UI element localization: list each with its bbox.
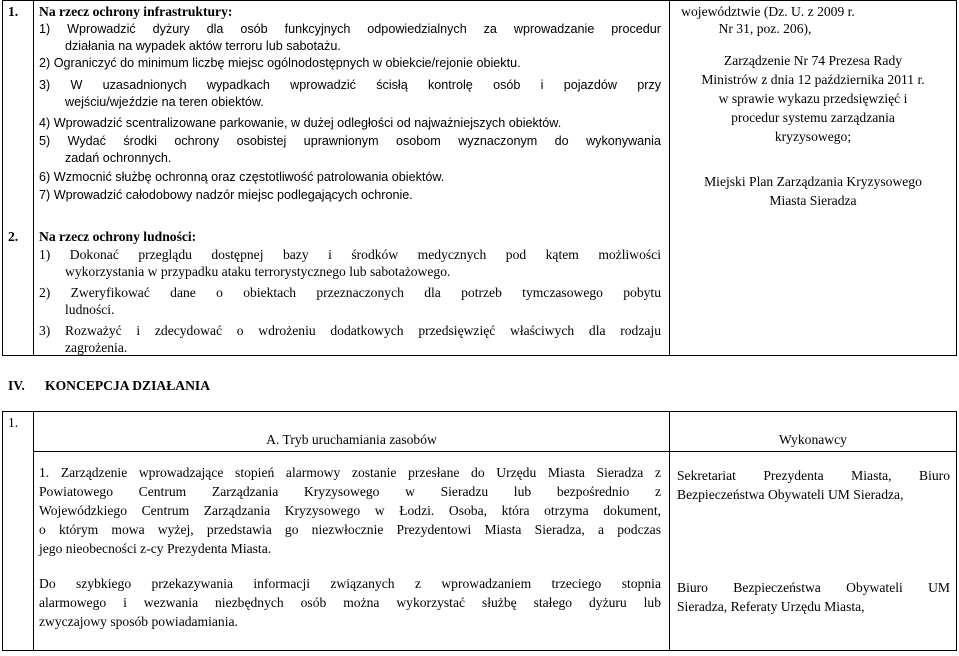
legal-ref-line: województwie (Dz. U. z 2009 r. — [681, 4, 855, 19]
executor-line: Biuro Bezpieczeństwa Obywateli UM — [677, 580, 950, 595]
order-title-line: Zarządzenie Nr 74 Prezesa Rady — [723, 53, 903, 68]
column-header-executors: Wykonawcy — [779, 432, 847, 447]
section-title: KONCEPCJA DZIAŁANIA — [45, 378, 211, 393]
lower-table-right-border — [956, 411, 957, 651]
section2-line: 1) Dokonać przeglądu dostępnej bazy i środków medycznych pod kątem możliwości — [39, 247, 661, 262]
legal-basis-column — [670, 3, 956, 210]
section2-line: 2) Zweryfikować dane o obiektach przeznaczonych dla potrzeb tymczasowego pobytu — [39, 285, 661, 300]
procedure-line: o którym mowa wyżej, przedstawia go niezwłocznie Prezydentowi Miasta Sieradza, a podczas — [39, 522, 661, 537]
section2-number: 2. — [8, 229, 19, 244]
executor-line: Sieradza, Referaty Urzędu Miasta, — [677, 599, 865, 614]
procedure-line: Do szybkiego przekazywania informacji związanych z wprowadzaniem trzeciego stopnia — [39, 576, 661, 591]
procedure-line: Wojewódzkiego Centrum Zarządzania Kryzysowego w Łodzi. Osoba, która otrzyma dokument, — [39, 503, 661, 518]
section1-line: 6) Wzmocnić służbę ochronną oraz częstotliwość patrolowania obiektów. — [39, 170, 445, 184]
plan-title-line: Miasta Sieradza — [769, 193, 857, 208]
lower-table-top-border — [2, 411, 957, 412]
order-desc-line: w sprawie wykazu przedsięwzięć i — [718, 91, 908, 106]
upper-table-top-border — [2, 0, 957, 1]
executor-line: Sekretariat Prezydenta Miasta, Biuro — [677, 468, 950, 483]
order-desc-line: procedur systemu zarządzania — [731, 110, 895, 125]
section2-line: ludności. — [65, 302, 115, 317]
upper-table-right-border — [956, 0, 957, 356]
upper-table-left-border — [2, 0, 3, 356]
section1-heading: Na rzecz ochrony infrastruktury: — [39, 4, 233, 19]
lower-table-bottom-border — [2, 650, 957, 651]
lower-table-left-border — [2, 411, 3, 651]
section2-line: wykorzystania w przypadku ataku terrorystycznego lub sabotażowego. — [65, 264, 451, 279]
section1-line: wejściu/wjeździe na teren obiektów. — [65, 95, 264, 109]
section1-line: 3) W uzasadnionych wypadkach wprowadzić ścisłą kontrolę osób i pojazdów przy — [39, 78, 661, 92]
section1-line: 5) Wydać środki ochrony osobistej uprawnionym osobom wyznaczonym do wykonywania — [39, 134, 661, 148]
section1-line: 4) Wprowadzić scentralizowane parkowanie, w dużej odległości od najważniejszych obiektów. — [39, 116, 562, 130]
column-header-mode: A. Tryb uruchamiania zasobów — [266, 432, 437, 447]
section1-line: 1) Wprowadzić dyżury dla osób funkcyjnych odpowiedzialnych za wprowadzanie procedur — [39, 22, 661, 36]
plan-title-line: Miejski Plan Zarządzania Kryzysowego — [704, 174, 922, 189]
section-roman-numeral: IV. — [8, 378, 25, 393]
order-desc-line: kryzysowego; — [774, 129, 852, 144]
executor-line: Bezpieczeństwa Obywateli UM Sieradza, — [677, 487, 904, 502]
row-number: 1. — [8, 4, 19, 19]
section1-line: 2) Ograniczyć do minimum liczbę miejsc ogólnodostępnych w obiekcie/rejonie obiektu. — [39, 56, 521, 70]
procedure-line: 1. Zarządzenie wprowadzające stopień alarmowy zostanie przesłane do Urzędu Miasta Sieradza z — [39, 465, 661, 480]
section1-line: działania na wypadek aktów terroru lub sabotażu. — [65, 39, 341, 53]
section2-heading: Na rzecz ochrony ludności: — [39, 229, 197, 244]
section2-line: zagrożenia. — [65, 340, 128, 355]
section1-line: zadań ochronnych. — [65, 151, 172, 165]
upper-table-bottom-border — [2, 355, 957, 356]
upper-table-col-divider-1 — [33, 0, 34, 356]
section1-line: 7) Wprowadzić całodobowy nadzór miejsc podlegających ochronie. — [39, 188, 413, 202]
legal-ref-line: Nr 31, poz. 206), — [718, 21, 812, 36]
lower-row-number: 1. — [8, 415, 19, 430]
procedure-line: zwyczajowy sposób powiadamiania. — [39, 614, 238, 629]
procedure-line: alarmowego i wezwania niezbędnych osób można wykorzystać służbę stałego dyżuru lub — [39, 595, 661, 610]
section2-line: 3) Rozważyć i zdecydować o wdrożeniu dodatkowych przedsięwzięć właściwych dla rodzaju — [39, 323, 661, 338]
lower-table-header-divider — [33, 451, 957, 452]
procedure-line: Powiatowego Centrum Zarządzania Kryzysowego w Sieradzu lub bezpośrednio z — [39, 484, 661, 499]
procedure-line: jego nieobecności z-cy Prezydenta Miasta. — [39, 541, 272, 556]
order-title-line: Ministrów z dnia 12 października 2011 r. — [701, 72, 925, 87]
